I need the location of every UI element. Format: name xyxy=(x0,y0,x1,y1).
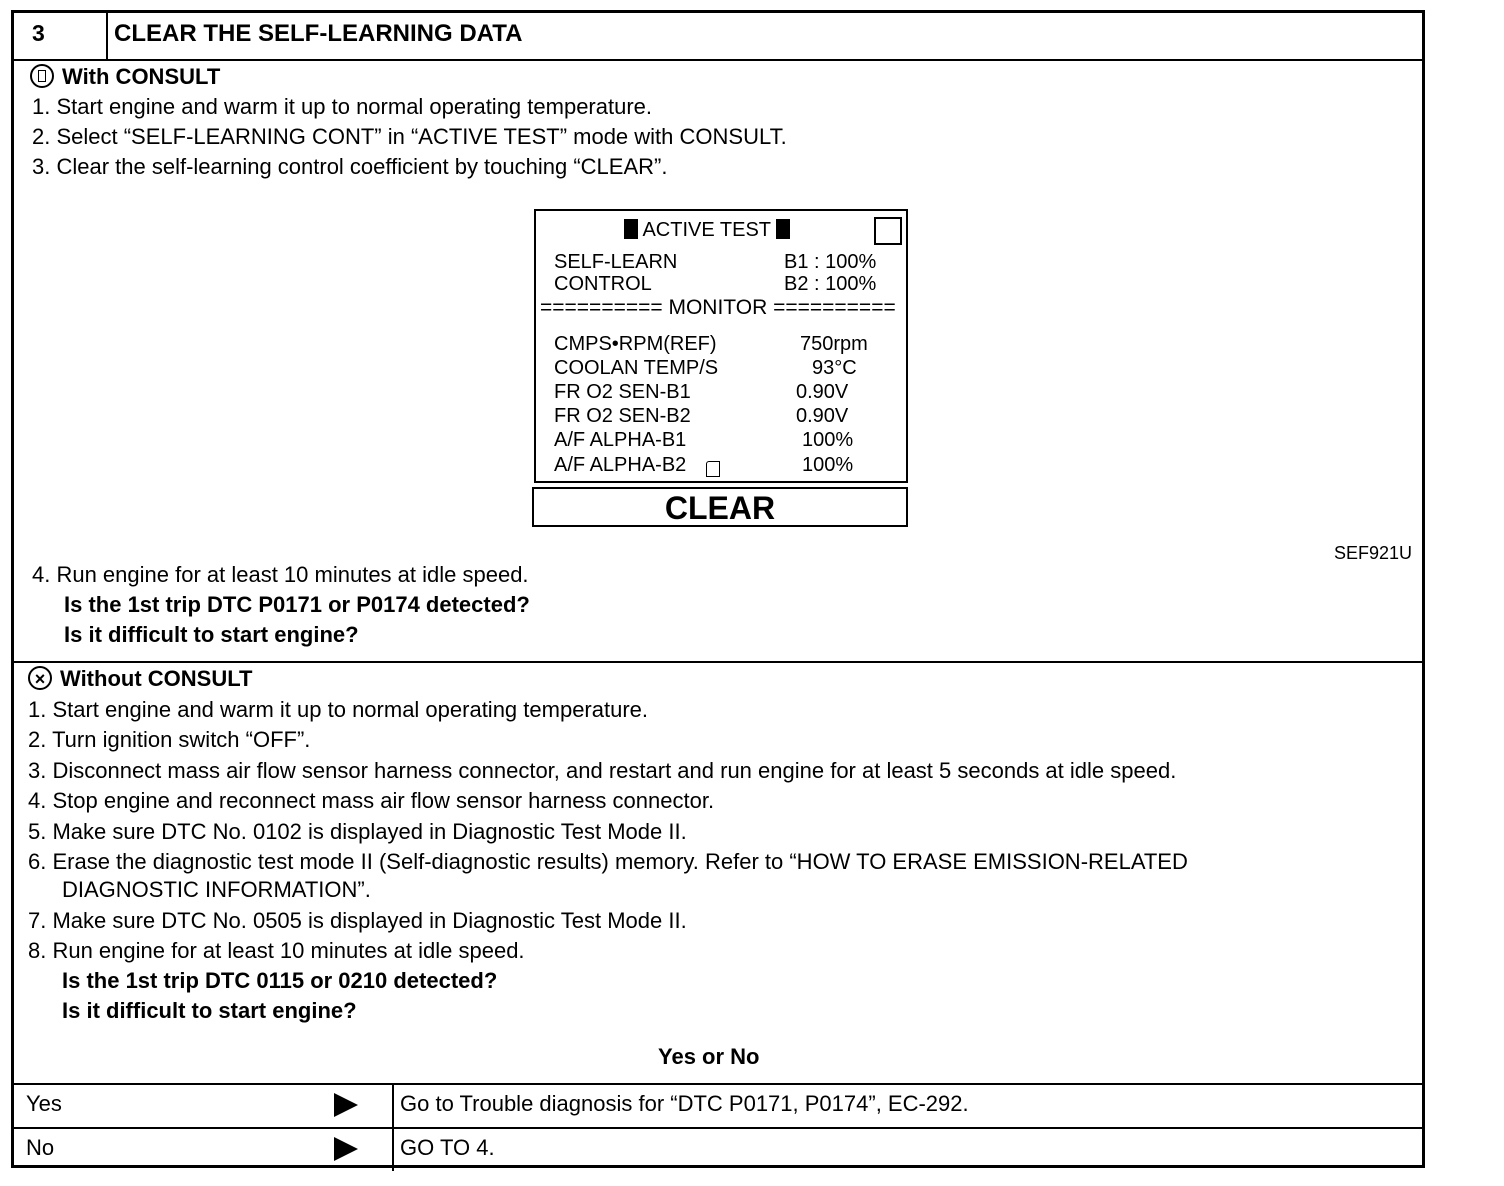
monitor-label: COOLAN TEMP/S xyxy=(554,357,719,379)
outcome-row-yes xyxy=(14,1085,1422,1129)
manual-step-2: 2. Turn ignition switch “OFF”. xyxy=(28,727,311,752)
manual-step-7: 7. Make sure DTC No. 0505 is displayed in Diagnostic Test Mode II. xyxy=(28,908,687,933)
manual-question-2: Is it difficult to start engine? xyxy=(62,998,357,1023)
monitor-value: 100% xyxy=(802,429,854,451)
screen-checkbox[interactable] xyxy=(874,217,902,245)
step-header xyxy=(14,13,1422,61)
monitor-value: 0.90V xyxy=(796,405,849,427)
manual-step-6-cont: DIAGNOSTIC INFORMATION”. xyxy=(62,877,371,902)
without-consult-heading: × Without CONSULT xyxy=(28,665,252,693)
b2-value: B2 : 100% xyxy=(784,273,877,295)
arrow-right-icon xyxy=(334,1137,358,1161)
monitor-label: A/F ALPHA-B2 xyxy=(554,454,687,476)
consult-step-1: 1. Start engine and warm it up to normal operating temperature. xyxy=(32,94,653,119)
outcome-action: Go to Trouble diagnosis for “DTC P0171, P0174”, EC-292. xyxy=(400,1091,969,1116)
yes-or-no-prompt: Yes or No xyxy=(658,1044,760,1069)
arrow-right-icon xyxy=(334,1093,358,1117)
consult-step-4: 4. Run engine for at least 10 minutes at idle speed. xyxy=(32,562,529,587)
consult-step-3: 3. Clear the self-learning control coefficient by touching “CLEAR”. xyxy=(32,154,668,179)
no-consult-icon: × xyxy=(28,666,52,690)
manual-step-1: 1. Start engine and warm it up to normal operating temperature. xyxy=(28,697,649,722)
column-divider xyxy=(392,1085,394,1127)
monitor-divider: ========== MONITOR ========== xyxy=(540,296,896,319)
consult-question-1: Is the 1st trip DTC P0171 or P0174 detected? xyxy=(64,592,530,617)
column-divider xyxy=(392,1129,394,1171)
outcome-row-no xyxy=(14,1129,1422,1171)
diagnostic-procedure-table xyxy=(11,10,1425,1168)
marker-block-icon xyxy=(776,219,790,239)
self-learn-label-2: CONTROL xyxy=(554,273,652,295)
monitor-label: A/F ALPHA-B1 xyxy=(554,429,687,451)
consult-question-2: Is it difficult to start engine? xyxy=(64,622,359,647)
monitor-value: 93°C xyxy=(812,357,857,379)
consult-screen xyxy=(534,209,908,483)
monitor-value: 750rpm xyxy=(800,333,868,355)
monitor-label: FR O2 SEN-B2 xyxy=(554,405,691,427)
with-consult-section xyxy=(14,61,1422,663)
clear-button[interactable]: CLEAR xyxy=(532,487,908,527)
manual-step-4: 4. Stop engine and reconnect mass air flow sensor harness connector. xyxy=(28,788,715,813)
manual-step-5: 5. Make sure DTC No. 0102 is displayed in Diagnostic Test Mode II. xyxy=(28,819,687,844)
with-consult-heading: With CONSULT xyxy=(30,63,220,91)
figure-code: SEF921U xyxy=(1334,543,1413,563)
without-consult-section xyxy=(14,663,1422,1085)
monitor-value: 0.90V xyxy=(796,381,849,403)
self-learn-label-1: SELF-LEARN xyxy=(554,251,678,273)
monitor-label: CMPS•RPM(REF) xyxy=(554,333,717,355)
outcome-label: No xyxy=(26,1135,55,1160)
step-number: 3 xyxy=(14,13,108,59)
marker-block-icon xyxy=(624,219,638,239)
consult-step-2: 2. Select “SELF-LEARNING CONT” in “ACTIVE TEST” mode with CONSULT. xyxy=(32,124,787,149)
screen-title-row xyxy=(624,219,790,241)
outcome-label: Yes xyxy=(26,1091,62,1116)
manual-step-6: 6. Erase the diagnostic test mode II (Self-diagnostic results) memory. Refer to “HOW TO ERASE EMISSION-RELATED xyxy=(28,849,1188,874)
step-title: CLEAR THE SELF-LEARNING DATA xyxy=(114,20,523,47)
screen-title: ACTIVE TEST xyxy=(642,219,771,241)
manual-question-1: Is the 1st trip DTC 0115 or 0210 detected? xyxy=(62,968,498,993)
touch-cursor-icon xyxy=(706,461,720,477)
manual-step-3: 3. Disconnect mass air flow sensor harness connector, and restart and run engine for at least 5 seconds at idle speed. xyxy=(28,758,1177,783)
monitor-value: 100% xyxy=(802,454,854,476)
b1-value: B1 : 100% xyxy=(784,251,877,273)
monitor-label: FR O2 SEN-B1 xyxy=(554,381,691,403)
manual-step-8: 8. Run engine for at least 10 minutes at idle speed. xyxy=(28,938,525,963)
consult-icon xyxy=(30,64,54,88)
outcome-action: GO TO 4. xyxy=(400,1135,495,1160)
